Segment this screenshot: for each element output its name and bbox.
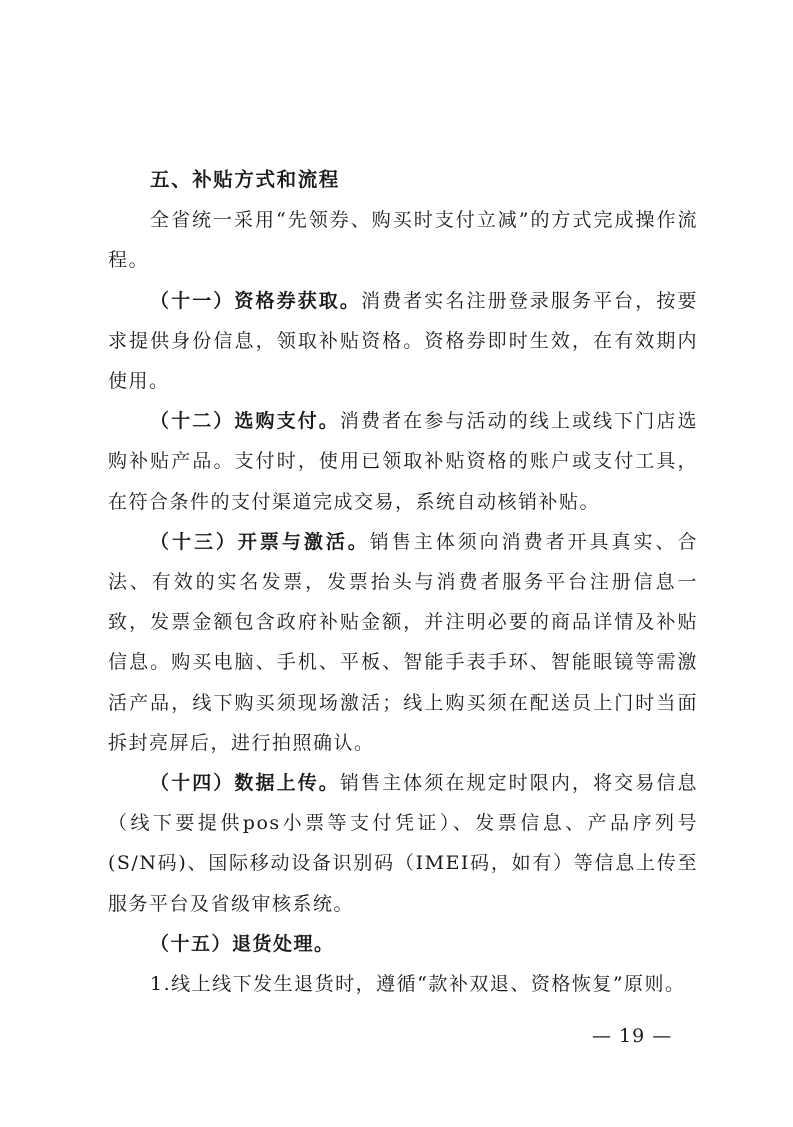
paragraph-text: 销售主体须在规定时限内，将交易信息（线下要提供pos小票等支付凭证）、发票信息、产品序列号(S/N码)、国际移动设备识别码（IMEI码，如有）等信息上传至服务平台及省级审核系统。 (108, 772, 698, 915)
item-lead: （十五）退货处理。 (150, 932, 335, 955)
paragraph-intro (108, 200, 698, 280)
paragraph-text: 全省统一采用“先领券、购买时支付立减”的方式完成操作流程。 (108, 209, 698, 272)
paragraph-return-rule (108, 964, 698, 1004)
item-lead: （十四）数据上传。 (150, 772, 340, 795)
paragraph-text: 消费者在参与活动的线上或线下门店选购补贴产品。支付时，使用已领取补贴资格的账户或支付工具，在符合条件的支付渠道完成交易，系统自动核销补贴。 (108, 410, 698, 513)
section-heading: 五、补贴方式和流程 (150, 168, 340, 191)
paragraph-text: 销售主体须向消费者开具真实、合法、有效的实名发票，发票抬头与消费者服务平台注册信息一致，发票金额包含政府补贴金额，并注明必要的商品详情及补贴信息。购买电脑、手机、平板、智能手表手环、智能眼镜等需激活产品，线下购买须现场激活；线上购买须在配送员上门时当面拆封亮屏后，进行拍照确认。 (108, 530, 698, 754)
paragraph-item-12 (108, 401, 698, 522)
paragraph-item-11 (108, 281, 698, 402)
paragraph-text: 1.线上线下发生退货时，遵循“款补双退、资格恢复”原则。 (150, 973, 686, 996)
item-lead: （十三）开票与激活。 (150, 530, 370, 553)
paragraph-item-15 (108, 924, 698, 964)
paragraph-item-14 (108, 763, 698, 924)
page-number: — 19 — (592, 1025, 673, 1047)
document-body (108, 160, 698, 1004)
item-lead: （十二）选购支付。 (150, 410, 340, 433)
paragraph-item-13 (108, 522, 698, 763)
item-lead: （十一）资格券获取。 (150, 289, 361, 312)
paragraph-text: 消费者实名注册登录服务平台，按要求提供身份信息，领取补贴资格。资格券即时生效，在有效期内使用。 (108, 289, 698, 393)
